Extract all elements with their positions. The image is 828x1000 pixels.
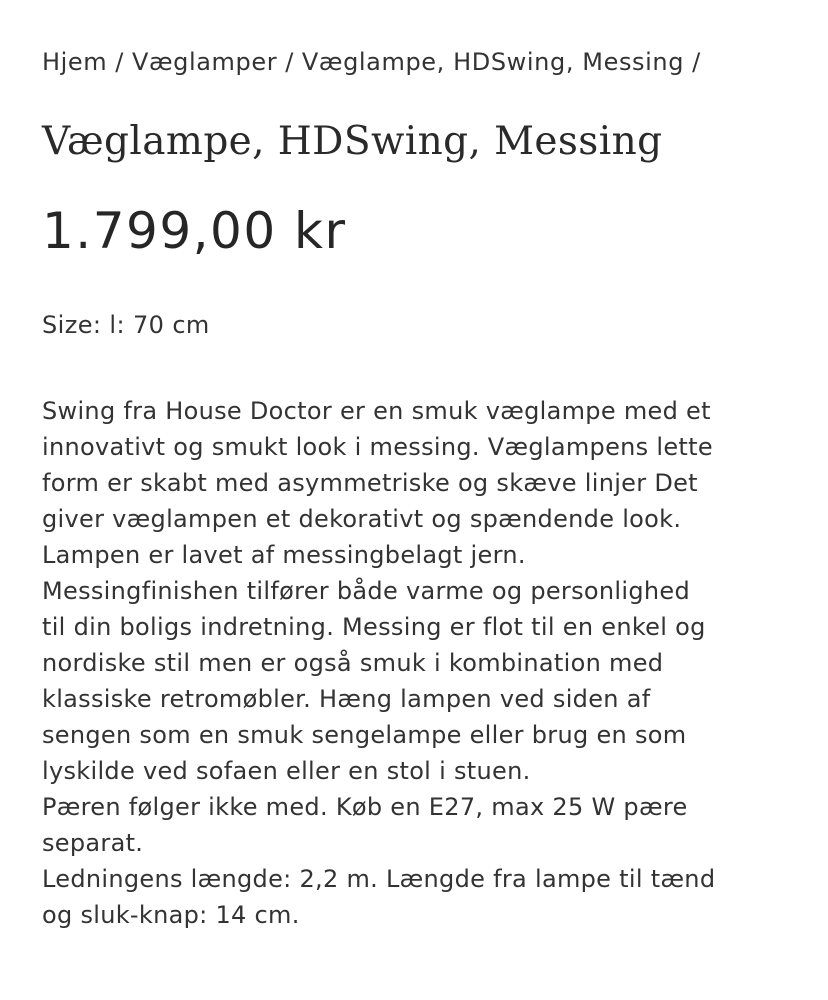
description-line: giver væglampen et dekorativt og spændende look. bbox=[42, 505, 682, 533]
product-title: Væglampe, HDSwing, Messing bbox=[42, 119, 663, 164]
description-line: nordiske stil men er også smuk i kombination med bbox=[42, 649, 664, 677]
description-line: Pæren følger ikke med. Køb en E27, max 25 W pære bbox=[42, 793, 688, 821]
description-line: Messingfinishen tilfører både varme og personlighed bbox=[42, 577, 690, 605]
description-line: og sluk-knap: 14 cm. bbox=[42, 901, 300, 929]
description-line: Swing fra House Doctor er en smuk væglampe med et bbox=[42, 397, 711, 425]
description-line: til din boligs indretning. Messing er flot til en enkel og bbox=[42, 613, 706, 641]
breadcrumb-item-category[interactable]: Væglamper bbox=[131, 48, 278, 76]
description-line: Ledningens længde: 2,2 m. Længde fra lampe til tænd bbox=[42, 865, 716, 893]
breadcrumb-item-product[interactable]: Væglampe, HDSwing, Messing bbox=[301, 48, 685, 76]
description-line: klassiske retromøbler. Hæng lampen ved siden af bbox=[42, 685, 651, 713]
description-line: separat. bbox=[42, 829, 144, 857]
breadcrumb-separator: / bbox=[285, 48, 294, 76]
description-line: form er skabt med asymmetriske og skæve linjer Det bbox=[42, 469, 698, 497]
breadcrumb-separator: / bbox=[115, 48, 124, 76]
description-line: innovativt og smukt look i messing. Væglampens lette bbox=[42, 433, 713, 461]
breadcrumb bbox=[42, 44, 709, 80]
description-line: Lampen er lavet af messingbelagt jern. bbox=[42, 541, 526, 569]
product-description bbox=[42, 393, 802, 933]
description-line: sengen som en smuk sengelampe eller brug en som bbox=[42, 721, 687, 749]
product-size: Size: l: 70 cm bbox=[42, 311, 210, 339]
product-price: 1.799,00 kr bbox=[42, 202, 347, 260]
description-line: lyskilde ved sofaen eller en stol i stuen. bbox=[42, 757, 531, 785]
breadcrumb-separator: / bbox=[692, 48, 701, 76]
breadcrumb-item-home[interactable]: Hjem bbox=[42, 48, 108, 76]
